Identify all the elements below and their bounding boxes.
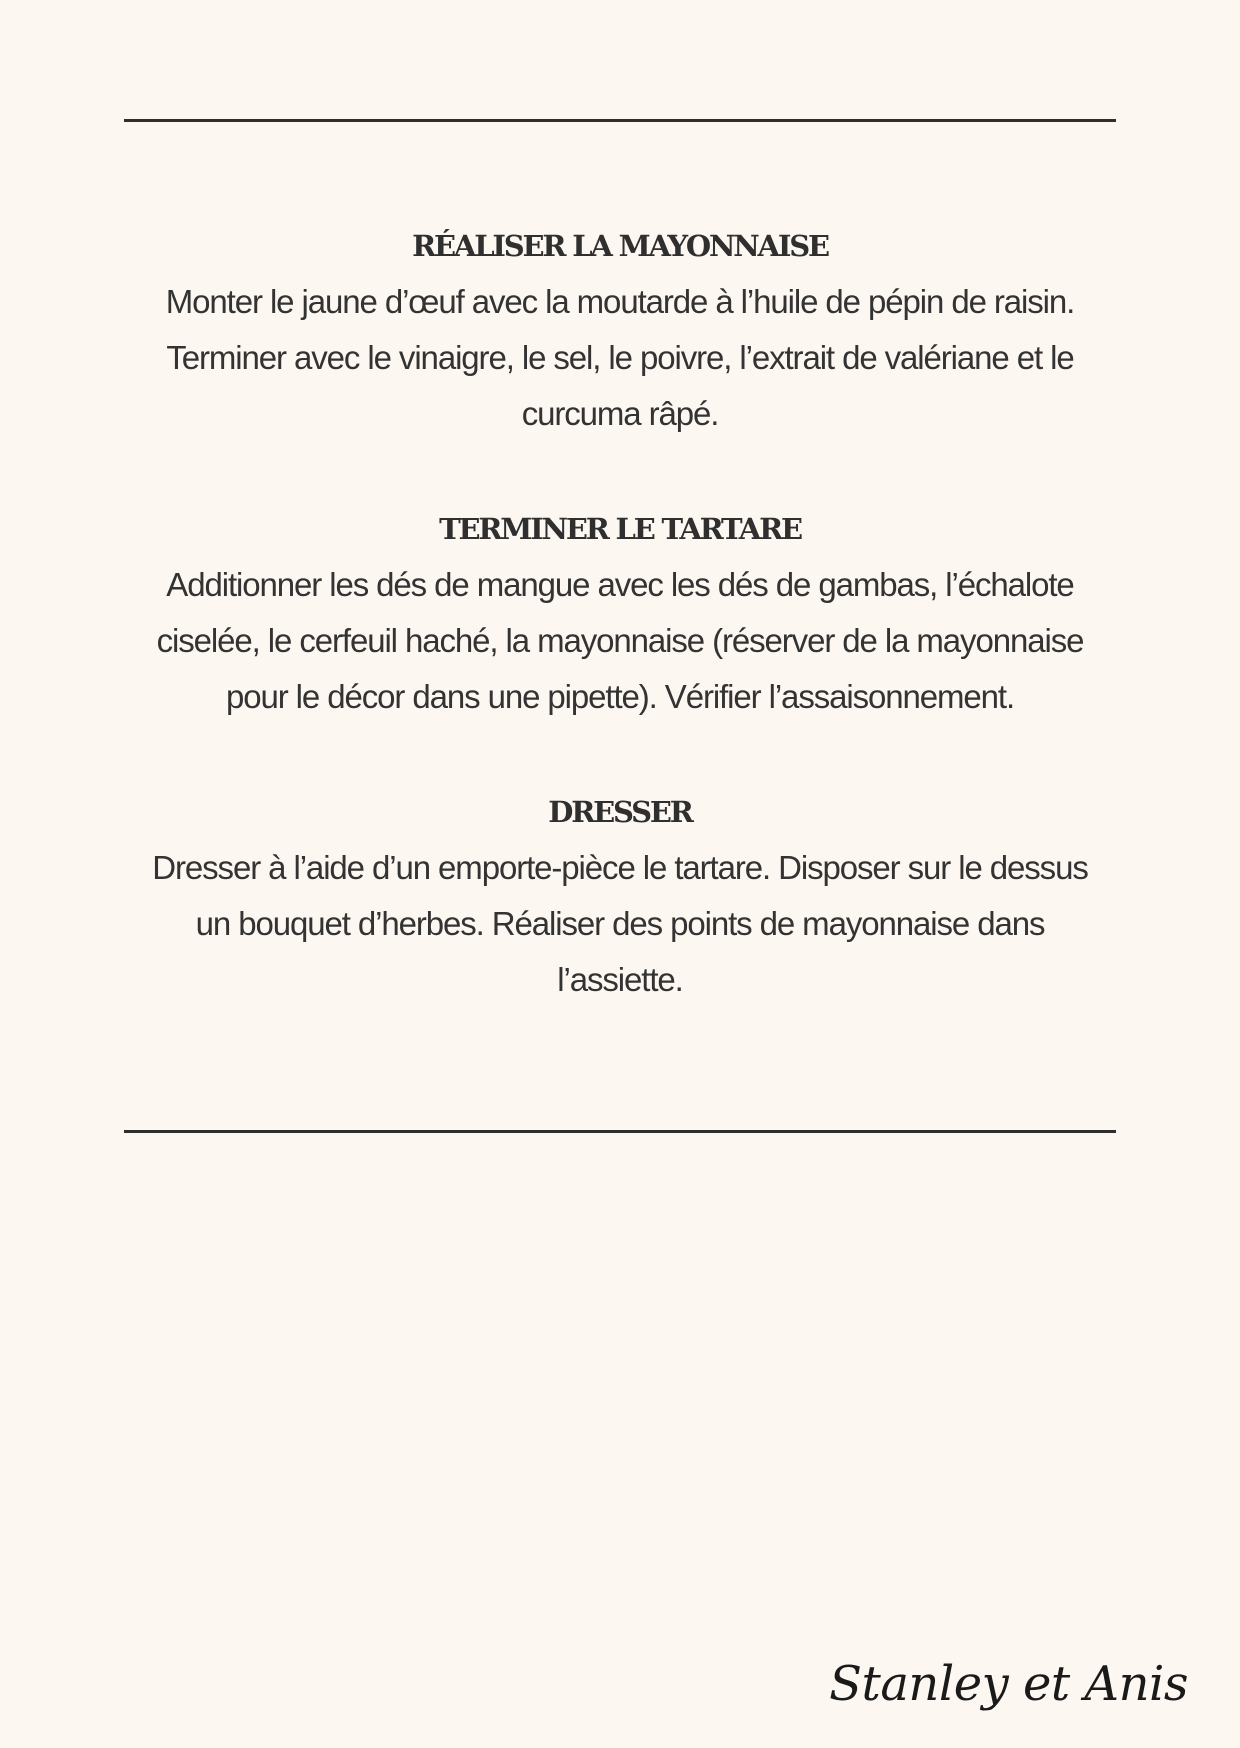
step-dresser	[100, 788, 1140, 1008]
step-text-line: Terminer avec le vinaigre, le sel, le poivre, l’extrait de valériane et le	[166, 339, 1074, 376]
step-text-line: Dresser à l’aide d’un emporte-pièce le tartare. Disposer sur le dessus	[152, 849, 1088, 886]
step-text-line: pour le décor dans une pipette). Vérifier l’assaisonnement.	[225, 678, 1015, 715]
step-title: DRESSER	[548, 795, 692, 829]
step-text-line: un bouquet d’herbes. Réaliser des points de mayonnaise dans	[195, 905, 1045, 942]
bottom-divider	[124, 1130, 1116, 1133]
signature: Stanley et Anis	[829, 1656, 1188, 1712]
recipe-steps	[100, 222, 1140, 1071]
step-text	[100, 557, 1140, 725]
step-text-line: l’assiette.	[557, 961, 683, 998]
step-title: TERMINER LE TARTARE	[439, 512, 801, 546]
step-text-line: ciselée, le cerfeuil haché, la mayonnaise (réserver de la mayonnaise	[156, 622, 1084, 659]
step-text-line: Additionner les dés de mangue avec les dés de gambas, l’échalote	[166, 566, 1074, 603]
step-tartare	[100, 505, 1140, 725]
step-title: RÉALISER LA MAYONNAISE	[412, 229, 828, 263]
step-text	[100, 274, 1140, 442]
step-text-line: Monter le jaune d’œuf avec la moutarde à l’huile de pépin de raisin.	[165, 283, 1075, 320]
step-text-line: curcuma râpé.	[521, 395, 719, 432]
top-divider	[124, 119, 1116, 122]
step-mayonnaise	[100, 222, 1140, 442]
step-text	[100, 840, 1140, 1008]
